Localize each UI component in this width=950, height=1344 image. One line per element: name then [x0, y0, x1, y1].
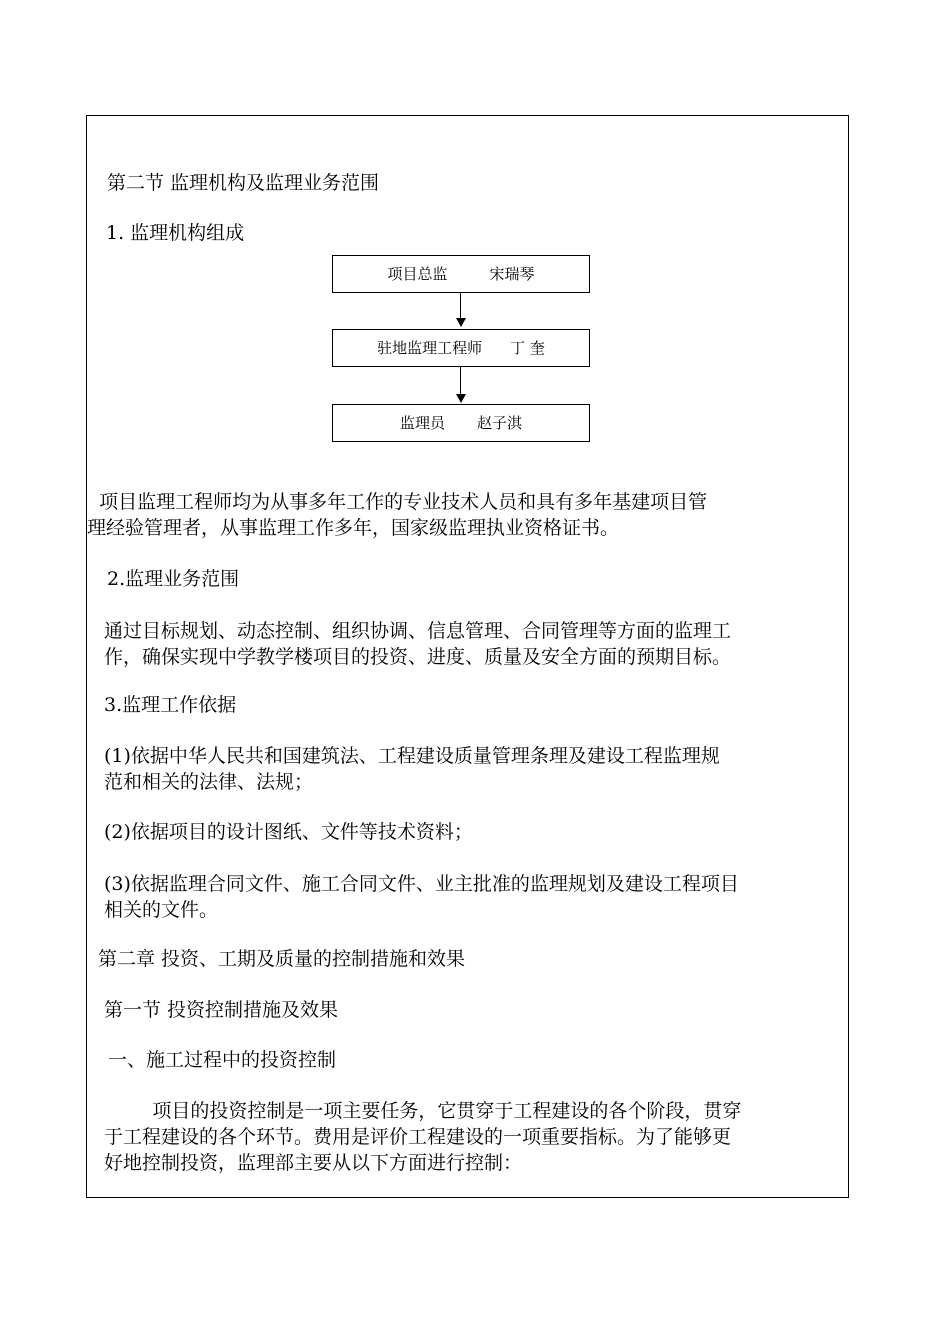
item1-heading: 一、施工过程中的投资控制	[108, 1049, 337, 1071]
chapter-heading: 第二章 投资、工期及质量的控制措施和效果	[98, 948, 466, 970]
basis-item-2: (2)依据项目的设计图纸、文件等技术资料；	[104, 821, 473, 843]
org-name-resident-engineer: 丁 奎	[510, 339, 545, 357]
arrow-down-icon	[456, 318, 466, 327]
org-role-project-director: 项目总监	[387, 265, 448, 283]
section-heading: 第二节 监理机构及监理业务范围	[107, 172, 380, 194]
org-name-inspector: 赵子淇	[477, 414, 523, 432]
basis-item-3: (3)依据监理合同文件、施工合同文件、业主批准的监理规划及建设工程项目 相关的文件。	[104, 873, 739, 921]
org-box-project-director	[332, 255, 590, 293]
subsection-heading-scope: 2.监理业务范围	[107, 568, 240, 590]
subsection-heading-basis: 3.监理工作依据	[104, 694, 237, 716]
org-role-inspector: 监理员	[399, 414, 445, 432]
scope-paragraph: 通过目标规划、动态控制、组织协调、信息管理、合同管理等方面的监理工 作，确保实现中学教学楼项目的投资、进度、质量及安全方面的预期目标。	[104, 620, 732, 668]
org-connector-1	[460, 293, 461, 319]
org-box-resident-engineer	[332, 329, 590, 367]
basis-item-1: (1)依据中华人民共和国建筑法、工程建设质量管理条理及建设工程监理规 范和相关的法律、法规；	[104, 745, 720, 793]
org-name-project-director: 宋瑞琴	[489, 265, 535, 283]
org-connector-2	[460, 367, 461, 395]
section1-heading: 第一节 投资控制措施及效果	[104, 999, 339, 1021]
staff-paragraph: 项目监理工程师均为从事多年工作的专业技术人员和具有多年基建项目管 理经验管理者，从事监理工作多年，国家级监理执业资格证书。	[87, 491, 708, 539]
org-box-inspector	[332, 404, 590, 442]
arrow-down-icon	[456, 394, 466, 403]
org-role-resident-engineer: 驻地监理工程师	[377, 339, 483, 357]
subsection-heading-org: 1. 监理机构组成	[106, 222, 245, 244]
investment-paragraph: 项目的投资控制是一项主要任务，它贯穿于工程建设的各个阶段，贯穿 于工程建设的各个环节。费用是评价工程建设的一项重要指标。为了能够更 好地控制投资，监理部主要从以下方面进行控制：	[104, 1100, 742, 1174]
